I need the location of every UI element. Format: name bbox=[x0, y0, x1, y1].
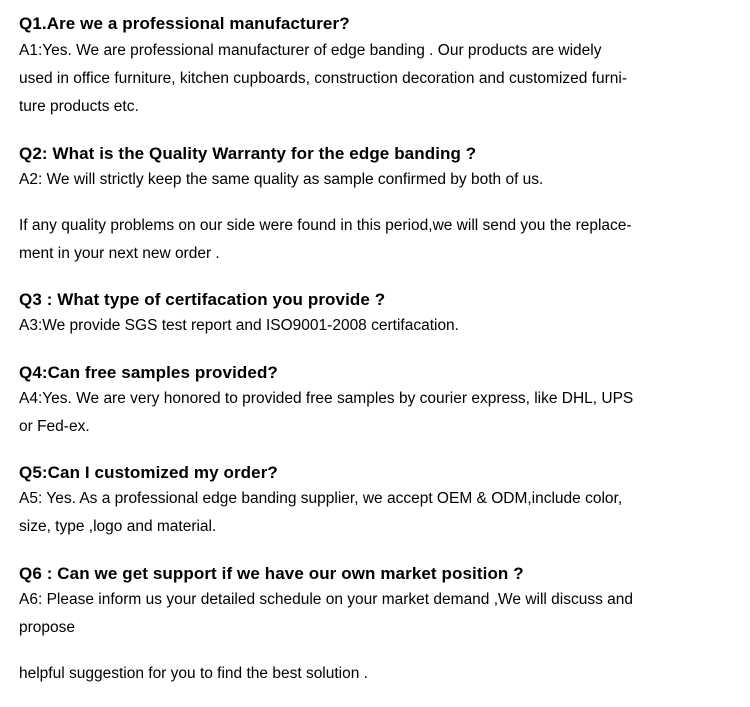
faq-answer-2-line-2: If any quality problems on our side were found in this period,we will send you the replace- bbox=[19, 217, 632, 234]
faq-answer-1-line-3: ture products etc. bbox=[19, 98, 139, 115]
faq-answer-2-line-1: A2: We will strictly keep the same quality as sample confirmed by both of us. bbox=[19, 171, 544, 188]
faq-answer-3-line-1: A3:We provide SGS test report and ISO9001-2008 certifacation. bbox=[19, 317, 459, 334]
faq-question-1: Q1.Are we a professional manufacturer? bbox=[19, 14, 350, 33]
faq-answer-6-line-2: propose bbox=[19, 619, 76, 636]
faq-question-4: Q4:Can free samples provided? bbox=[19, 363, 278, 382]
faq-answer-4-line-1: A4:Yes. We are very honored to provided free samples by courier express, like DHL, UPS bbox=[19, 390, 634, 407]
faq-answer-1-line-2: used in office furniture, kitchen cupboards, construction decoration and customized furni- bbox=[19, 70, 627, 87]
faq-answer-6-line-3: helpful suggestion for you to find the best solution . bbox=[19, 665, 368, 682]
faq-answer-4-line-2: or Fed-ex. bbox=[19, 418, 90, 435]
faq-answer-1-line-1: A1:Yes. We are professional manufacturer of edge banding . Our products are widely bbox=[19, 42, 602, 59]
faq-answer-6-line-1: A6: Please inform us your detailed schedule on your market demand ,We will discuss and bbox=[19, 591, 633, 608]
faq-answer-5-line-1: A5: Yes. As a professional edge banding supplier, we accept OEM & ODM,include color, bbox=[19, 490, 623, 507]
faq-question-5: Q5:Can I customized my order? bbox=[19, 463, 278, 482]
faq-answer-5-line-2: size, type ,logo and material. bbox=[19, 518, 217, 535]
faq-question-6: Q6 : Can we get support if we have our own market position ? bbox=[19, 564, 524, 583]
faq-question-2: Q2: What is the Quality Warranty for the edge banding ? bbox=[19, 144, 477, 163]
faq-question-3: Q3 : What type of certifacation you provide ? bbox=[19, 290, 386, 309]
faq-answer-2-line-3: ment in your next new order . bbox=[19, 245, 220, 262]
